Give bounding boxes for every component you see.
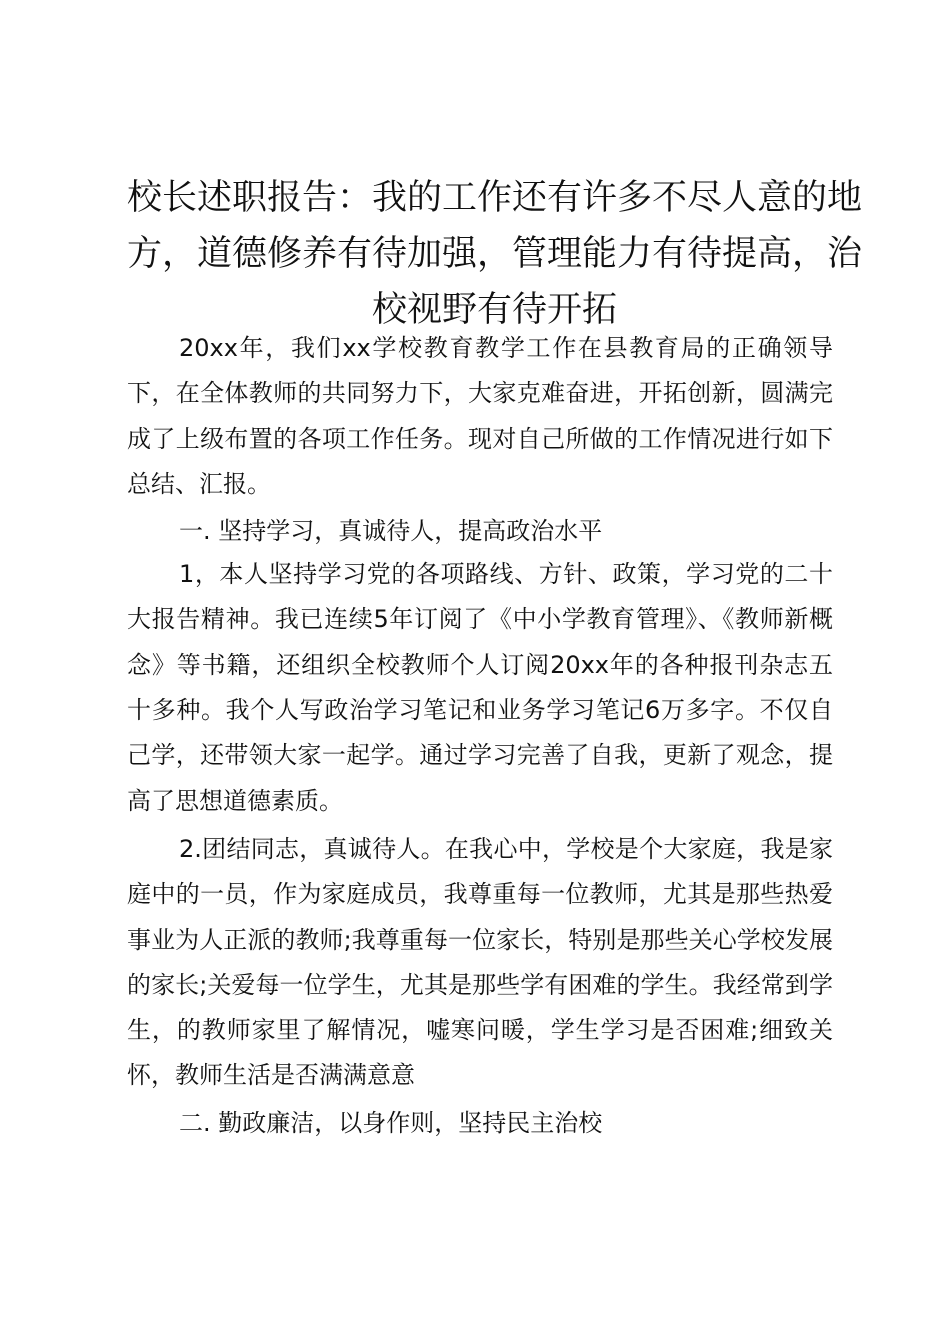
document-body (127, 326, 833, 1144)
intro-paragraph: 20xx年，我们xx学校教育教学工作在县教育局的正确领导下，在全体教师的共同努力下，大家克难奋进，开拓创新，圆满完成了上级布置的各项工作任务。现对自己所做的工作情况进行如下总结、汇报。 (127, 334, 833, 498)
document-title: 校长述职报告：我的工作还有许多不尽人意的地方，道德修养有待加强，管理能力有待提高，治校视野有待开拓 (127, 178, 863, 330)
section-1-heading: 一. 坚持学习，真诚待人，提高政治水平 (179, 517, 603, 546)
section-1-item-2-paragraph: 2.团结同志，真诚待人。在我心中，学校是个大家庭，我是家庭中的一员，作为家庭成员，我尊重每一位教师，尤其是那些热爱事业为人正派的教师;我尊重每一位家长，特别是那些关心学校发展的家长;关爱每一位学生，尤其是那些学有困难的学生。我经常到学生，的教师家里了解情况，嘘寒问暖，学生学习是否困难;细致关怀，教师生活是否满满意意 (127, 834, 833, 1090)
section-1-item-1-paragraph: 1，本人坚持学习党的各项路线、方针、政策，学习党的二十大报告精神。我已连续5年订阅了《中小学教育管理》、《教师新概念》等书籍，还组织全校教师个人订阅20xx年的各种报刊杂志五十多种。我个人写政治学习笔记和业务学习笔记6万多字。不仅自己学，还带领大家一起学。通过学习完善了自我，更新了观念，提高了思想道德素质。 (127, 560, 833, 815)
section-2-heading: 二. 勤政廉洁，以身作则，坚持民主治校 (179, 1108, 603, 1137)
